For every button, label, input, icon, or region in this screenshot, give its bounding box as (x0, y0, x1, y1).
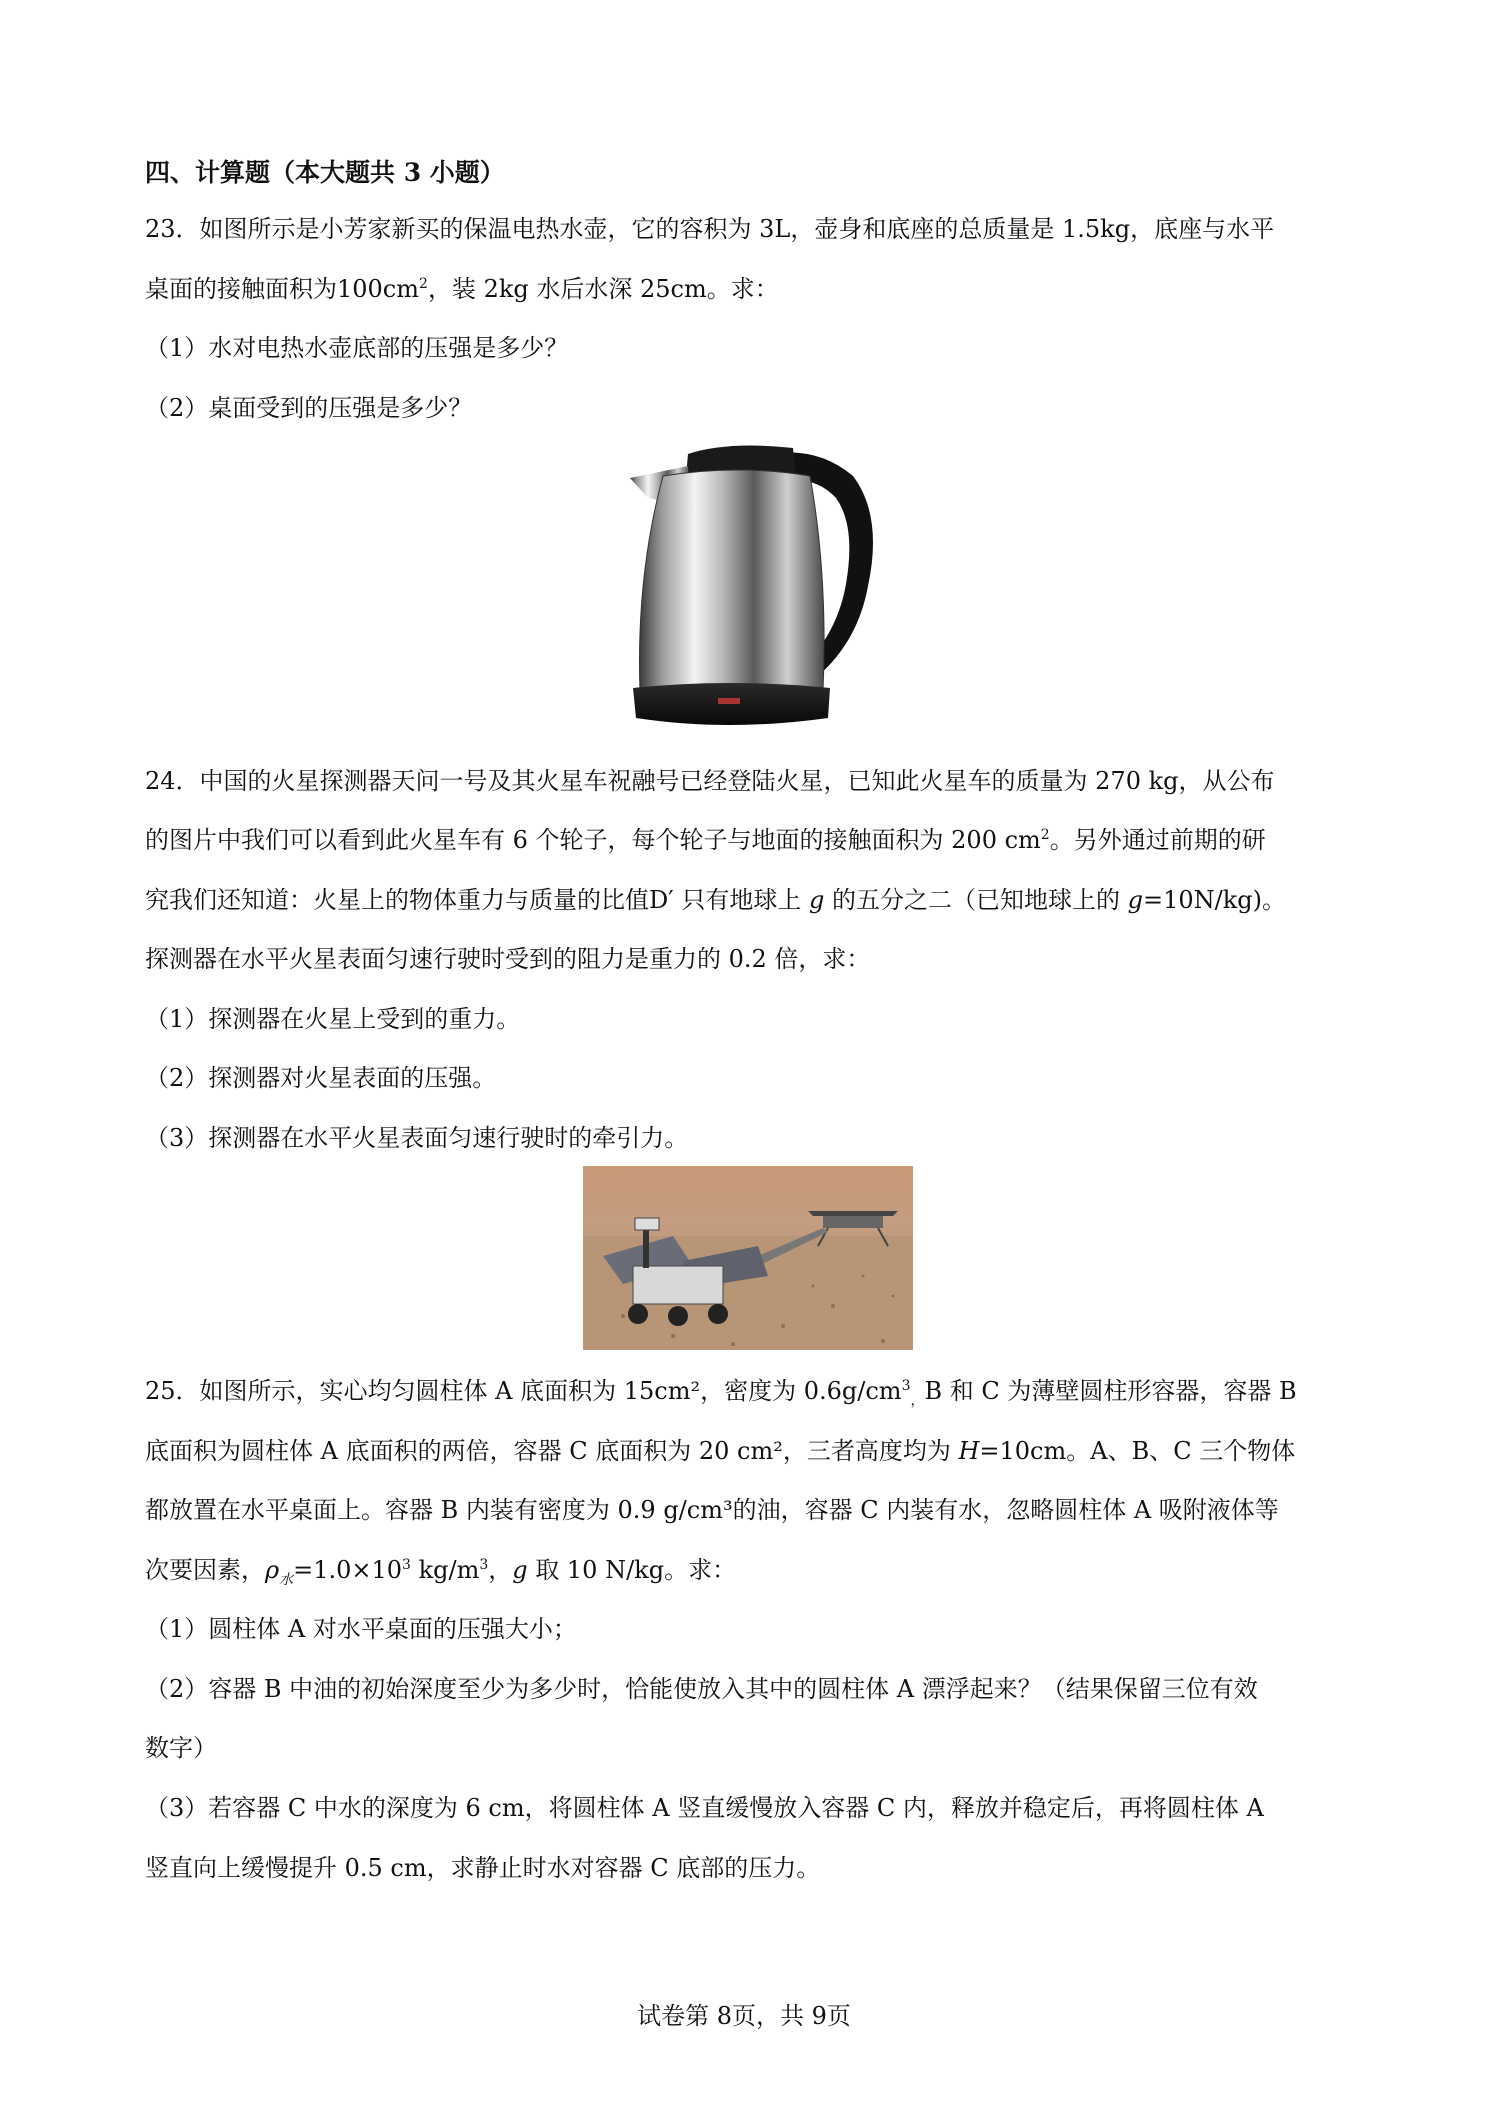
q25-line-2 (145, 1434, 1295, 1468)
q23-line-2 (145, 272, 779, 306)
q24-line-2-a: 的图片中我们可以看到此火星车有 6 个轮子，每个轮子与地面的接触面积为 200 cm (145, 826, 1041, 854)
q24-line-2-sup: 2 (1040, 827, 1050, 843)
q25-line-4 (145, 1553, 736, 1587)
q24-line-2-b: 。另外通过前期的研 (1049, 826, 1266, 854)
q24-line-3-g2: g (1127, 886, 1143, 914)
q23-line-2-sup: 2 (419, 276, 428, 292)
q24-line-2 (145, 823, 1266, 857)
q24-line-3-g1: g (808, 886, 825, 914)
section-title: 四、计算题（本大题共 3 小题） (145, 158, 505, 187)
mars-rover-image (583, 1166, 913, 1350)
q24-sub-1: （1）探测器在火星上受到的重力。 (145, 1005, 521, 1033)
q25-line-4-rho: ρ (265, 1556, 280, 1584)
page-footer: 试卷第 8页，共 9页 (637, 2002, 851, 2030)
q25-line-2-b: =10cm。A、B、C 三个物体 (979, 1437, 1296, 1465)
q25-line-4-d: ， (488, 1556, 513, 1584)
q25-line-4-c: kg/m (410, 1556, 480, 1584)
q25-sub-2-line-2: 数字） (145, 1734, 217, 1762)
q25-line-2-a: 底面积为圆柱体 A 底面积的两倍，容器 C 底面积为 20 cm²，三者高度均为 (145, 1437, 959, 1465)
q24-line-3-c: =10N/kg)。 (1142, 886, 1286, 914)
q24-line-3-b: 的五分之二（已知地球上的 (824, 886, 1128, 914)
q25-line-4-sup2: 3 (479, 1557, 489, 1573)
q25-sub-3-line-1: （3）若容器 C 中水的深度为 6 cm，将圆柱体 A 竖直缓慢放入容器 C 内，释放并稳定后，再将圆柱体 A (145, 1794, 1264, 1822)
q25-line-3: 都放置在水平桌面上。容器 B 内装有密度为 0.9 g/cm³的油，容器 C 内装有水，忽略圆柱体 A 吸附液体等 (145, 1496, 1279, 1524)
q25-line-1-sub: ， (910, 1392, 925, 1409)
q23-sub-2: （2）桌面受到的压强是多少？ (145, 394, 473, 422)
electric-kettle-image (618, 436, 888, 736)
q23-line-2-b: ，装 2kg 水后水深 25cm。求： (427, 275, 779, 303)
q23-sub-1: （1）水对电热水壶底部的压强是多少？ (145, 334, 569, 362)
q24-line-3-a: 究我们还知道：火星上的物体重力与质量的比值D′ 只有地球上 (145, 886, 809, 914)
q25-sub-2-line-1: （2）容器 B 中油的初始深度至少为多少时，恰能使放入其中的圆柱体 A 漂浮起来？（结果保留三位有效 (145, 1675, 1258, 1703)
q24-line-3 (145, 883, 1286, 917)
q25-line-4-b: =1.0×10 (293, 1556, 403, 1584)
q25-line-4-g: g (512, 1556, 528, 1584)
q25-line-1-a: 25．如图所示，实心均匀圆柱体 A 底面积为 15cm²，密度为 0.6g/cm (145, 1377, 902, 1405)
q25-line-1 (145, 1374, 1297, 1408)
q24-line-4: 探测器在水平火星表面匀速行驶时受到的阻力是重力的 0.2 倍，求： (145, 945, 871, 973)
q24-line-1: 24．中国的火星探测器天问一号及其火星车祝融号已经登陆火星，已知此火星车的质量为 270 kg，从公布 (145, 767, 1275, 795)
q25-line-1-sup: 3 (901, 1378, 911, 1394)
q25-sub-1: （1）圆柱体 A 对水平桌面的压强大小； (145, 1615, 577, 1643)
q23-line-2-a: 桌面的接触面积为100cm (145, 275, 420, 303)
q25-line-2-h: H (958, 1437, 980, 1465)
q25-line-4-sup: 3 (402, 1557, 411, 1573)
q25-line-4-a: 次要因素， (145, 1556, 265, 1584)
q24-sub-2: （2）探测器对火星表面的压强。 (145, 1064, 497, 1092)
q25-line-4-e: 取 10 N/kg。求： (527, 1556, 737, 1584)
q25-line-1-b: B 和 C 为薄壁圆柱形容器，容器 B (924, 1377, 1297, 1405)
q25-sub-3-line-2: 竖直向上缓慢提升 0.5 cm，求静止时水对容器 C 底部的压力。 (145, 1854, 821, 1882)
q23-line-1: 23．如图所示是小芳家新买的保温电热水壶，它的容积为 3L，壶身和底座的总质量是 1.5kg，底座与水平 (145, 215, 1275, 243)
q25-line-4-rho-sub: 水 (279, 1571, 294, 1588)
q24-sub-3: （3）探测器在水平火星表面匀速行驶时的牵引力。 (145, 1124, 689, 1152)
